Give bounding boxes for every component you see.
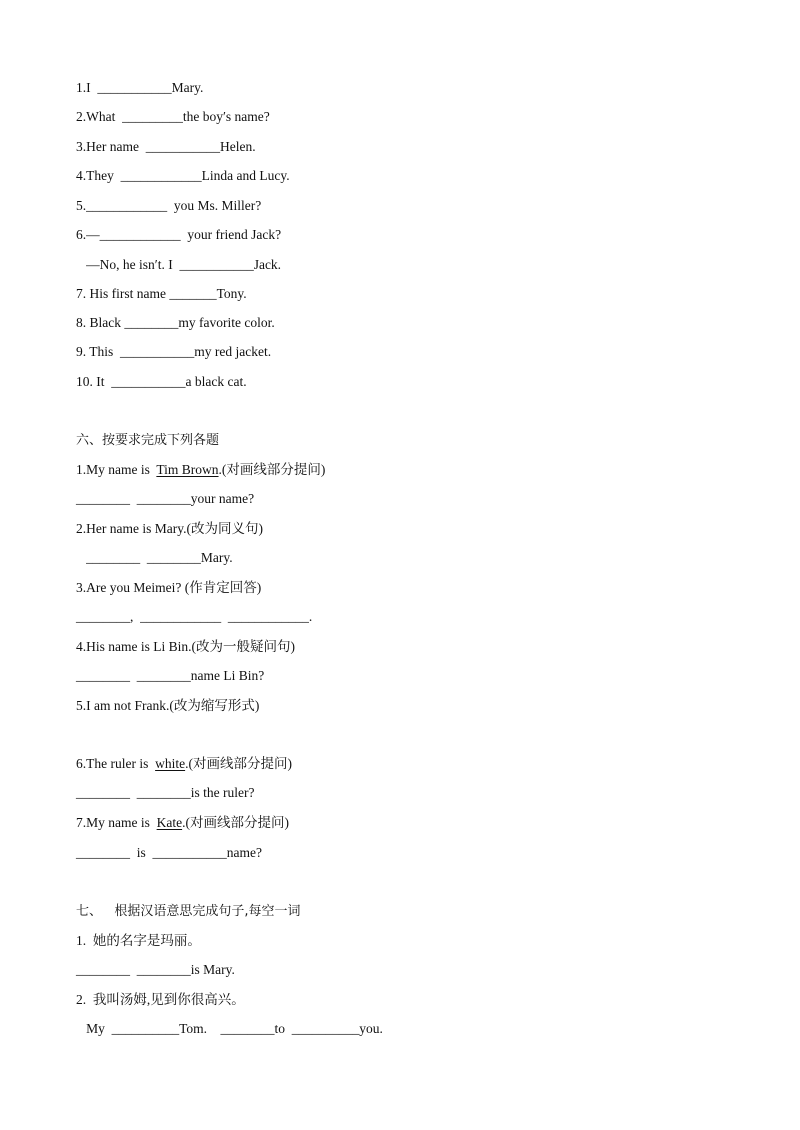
- fill-item-7: 7. His first name _______Tony.: [76, 286, 247, 301]
- q6-post: .(对画线部分提问): [185, 756, 292, 771]
- translation-question-2: 2. 我叫汤姆,见到你很高兴。: [76, 992, 245, 1007]
- fill-item-1: 1.I ___________Mary.: [76, 80, 204, 95]
- q7-pre: 7.My name is: [76, 815, 157, 830]
- transform-question-1: [76, 461, 325, 479]
- q7-underlined: Kate: [156, 815, 183, 830]
- translation-answer-1: ________ ________is Mary.: [76, 962, 235, 977]
- answer-line-2: ________ ________Mary.: [76, 550, 233, 565]
- fill-item-6-reply: —No, he isn′t. I ___________Jack.: [76, 257, 282, 272]
- fill-item-9: 9. This ___________my red jacket.: [76, 344, 272, 359]
- fill-item-2: 2.What _________the boy′s name?: [76, 109, 270, 124]
- fill-item-3: 3.Her name ___________Helen.: [76, 139, 256, 154]
- fill-item-10: 10. It ___________a black cat.: [76, 374, 247, 389]
- fill-item-4: 4.They ____________Linda and Lucy.: [76, 168, 290, 183]
- q1-pre: 1.My name is: [76, 462, 157, 477]
- fill-item-5: 5.____________ you Ms. Miller?: [76, 198, 262, 213]
- transform-question-4: 4.His name is Li Bin.(改为一般疑问句): [76, 639, 295, 654]
- answer-line-3: ________, ____________ ____________.: [76, 609, 313, 624]
- transform-question-3: 3.Are you Meimei? (作肯定回答): [76, 580, 262, 595]
- answer-line-7: ________ is ___________name?: [76, 845, 262, 860]
- q6-pre: 6.The ruler is: [76, 756, 156, 771]
- section-7-heading: 七、 根据汉语意思完成句子,每空一词: [76, 904, 301, 919]
- transform-question-2: 2.Her name is Mary.(改为同义句): [76, 521, 263, 536]
- q6-underlined: white: [155, 756, 186, 771]
- transform-question-6: [76, 755, 292, 773]
- translation-answer-2: My __________Tom. ________to __________you.: [76, 1021, 383, 1036]
- section-6-heading: 六、按要求完成下列各题: [76, 433, 220, 448]
- fill-item-6: 6.—____________ your friend Jack?: [76, 227, 282, 242]
- answer-line-4: ________ ________name Li Bin?: [76, 668, 265, 683]
- answer-line-6: ________ ________is the ruler?: [76, 785, 255, 800]
- fill-item-8: 8. Black ________my favorite color.: [76, 315, 275, 330]
- transform-question-7: [76, 814, 289, 832]
- q1-post: .(对画线部分提问): [218, 462, 326, 477]
- q1-underlined: Tim Brown: [156, 462, 219, 477]
- answer-line-1: ________ ________your name?: [76, 491, 255, 506]
- transform-question-5: 5.I am not Frank.(改为缩写形式): [76, 698, 260, 713]
- q7-post: .(对画线部分提问): [182, 815, 289, 830]
- translation-question-1: 1. 她的名字是玛丽。: [76, 933, 201, 948]
